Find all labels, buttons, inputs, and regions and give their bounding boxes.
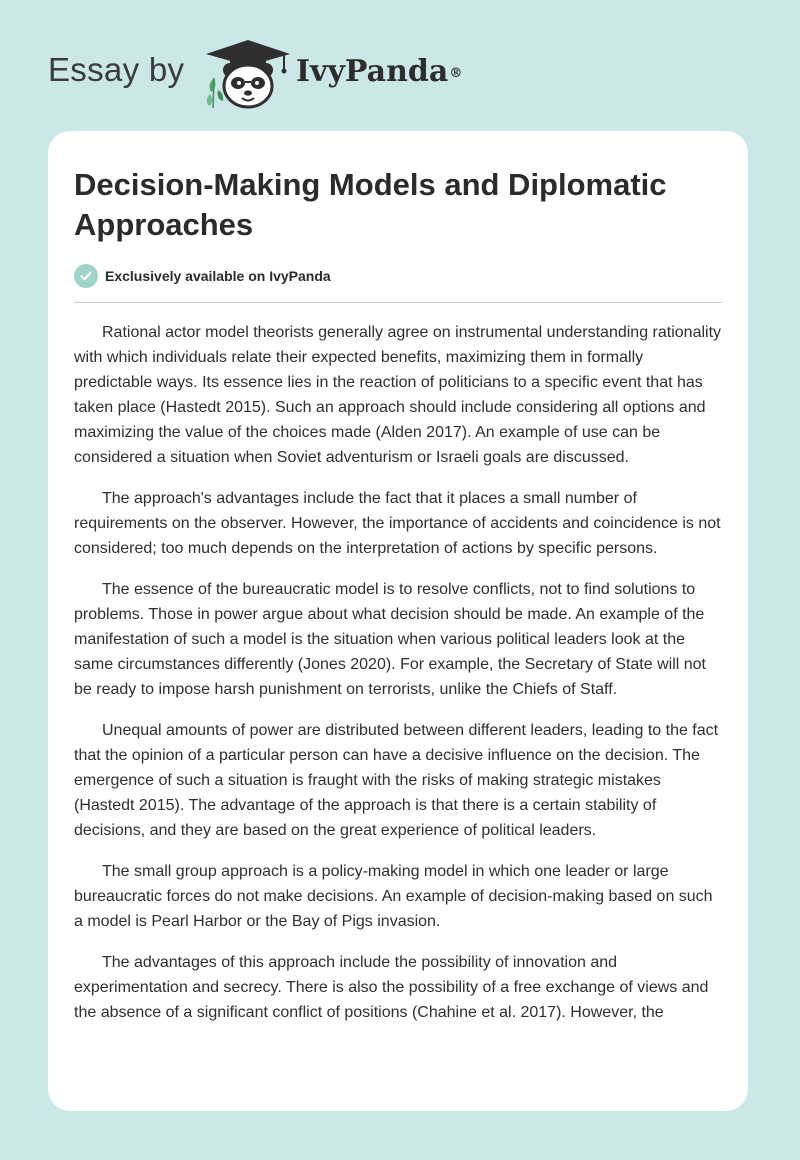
panda-logo-icon[interactable] [200, 38, 296, 110]
paragraph: The approach's advantages include the fact that it places a small number of requirements on the observer. However, the importance of accidents and coincidence is not considered; too much depends on the interpretation of actions by specific persons. [74, 490, 721, 557]
paragraph: The small group approach is a policy-making model in which one leader or large bureaucratic forces do not make decisions. An example of decision-making based on such a model is Pearl Harbor or the Bay of Pigs invasion. [74, 863, 713, 930]
brand-logo[interactable] [296, 54, 462, 90]
exclusive-label: Exclusively available on IvyPanda [105, 268, 331, 284]
paragraph: Rational actor model theorists generally agree on instrumental understanding rationality with which individuals relate their expected benefits, maximizing them in formally predictable ways. Its essence lies in the reaction of politicians to a specific event that has taken place (Hastedt 2015). Such an approach should include considering all options and maximizing the value of the choices made (Alden 2017). An example of use can be considered a situation when Soviet adventurism or Israeli goals are discussed. [74, 324, 722, 466]
brand-name: IvyPanda [296, 54, 449, 89]
check-icon [74, 264, 98, 288]
registered-mark: ® [449, 66, 463, 81]
paragraph: The essence of the bureaucratic model is to resolve conflicts, not to find solutions to problems. Those in power argue about what decision should be made. An example of the manifestation of such a model is the situation when various political leaders look at the same circumstances differently (Jones 2020). For example, the Secretary of State will not be ready to impose harsh punishment on terrorists, unlike the Chiefs of Staff. [74, 581, 706, 698]
page-title: Decision-Making Models and Diplomatic Approaches [74, 167, 667, 242]
article-card [48, 131, 748, 1111]
essay-by-label: Essay by [48, 51, 185, 88]
site-header [0, 0, 800, 130]
divider [74, 302, 722, 303]
article-body [74, 320, 724, 1041]
paragraph: Unequal amounts of power are distributed between different leaders, leading to the fact that the opinion of a particular person can have a decisive influence on the decision. The emergence of such a situation is fraught with the risks of making strategic mistakes (Hastedt 2015). The advantage of the approach is that there is a certain stability of decisions, and they are based on the great experience of political leaders. [74, 722, 719, 839]
paragraph: The advantages of this approach include the possibility of innovation and experimentation and secrecy. There is also the possibility of a free exchange of views and the absence of a significant conflict of positions (Chahine et al. 2017). However, the [74, 954, 709, 1021]
exclusive-badge [74, 263, 331, 289]
